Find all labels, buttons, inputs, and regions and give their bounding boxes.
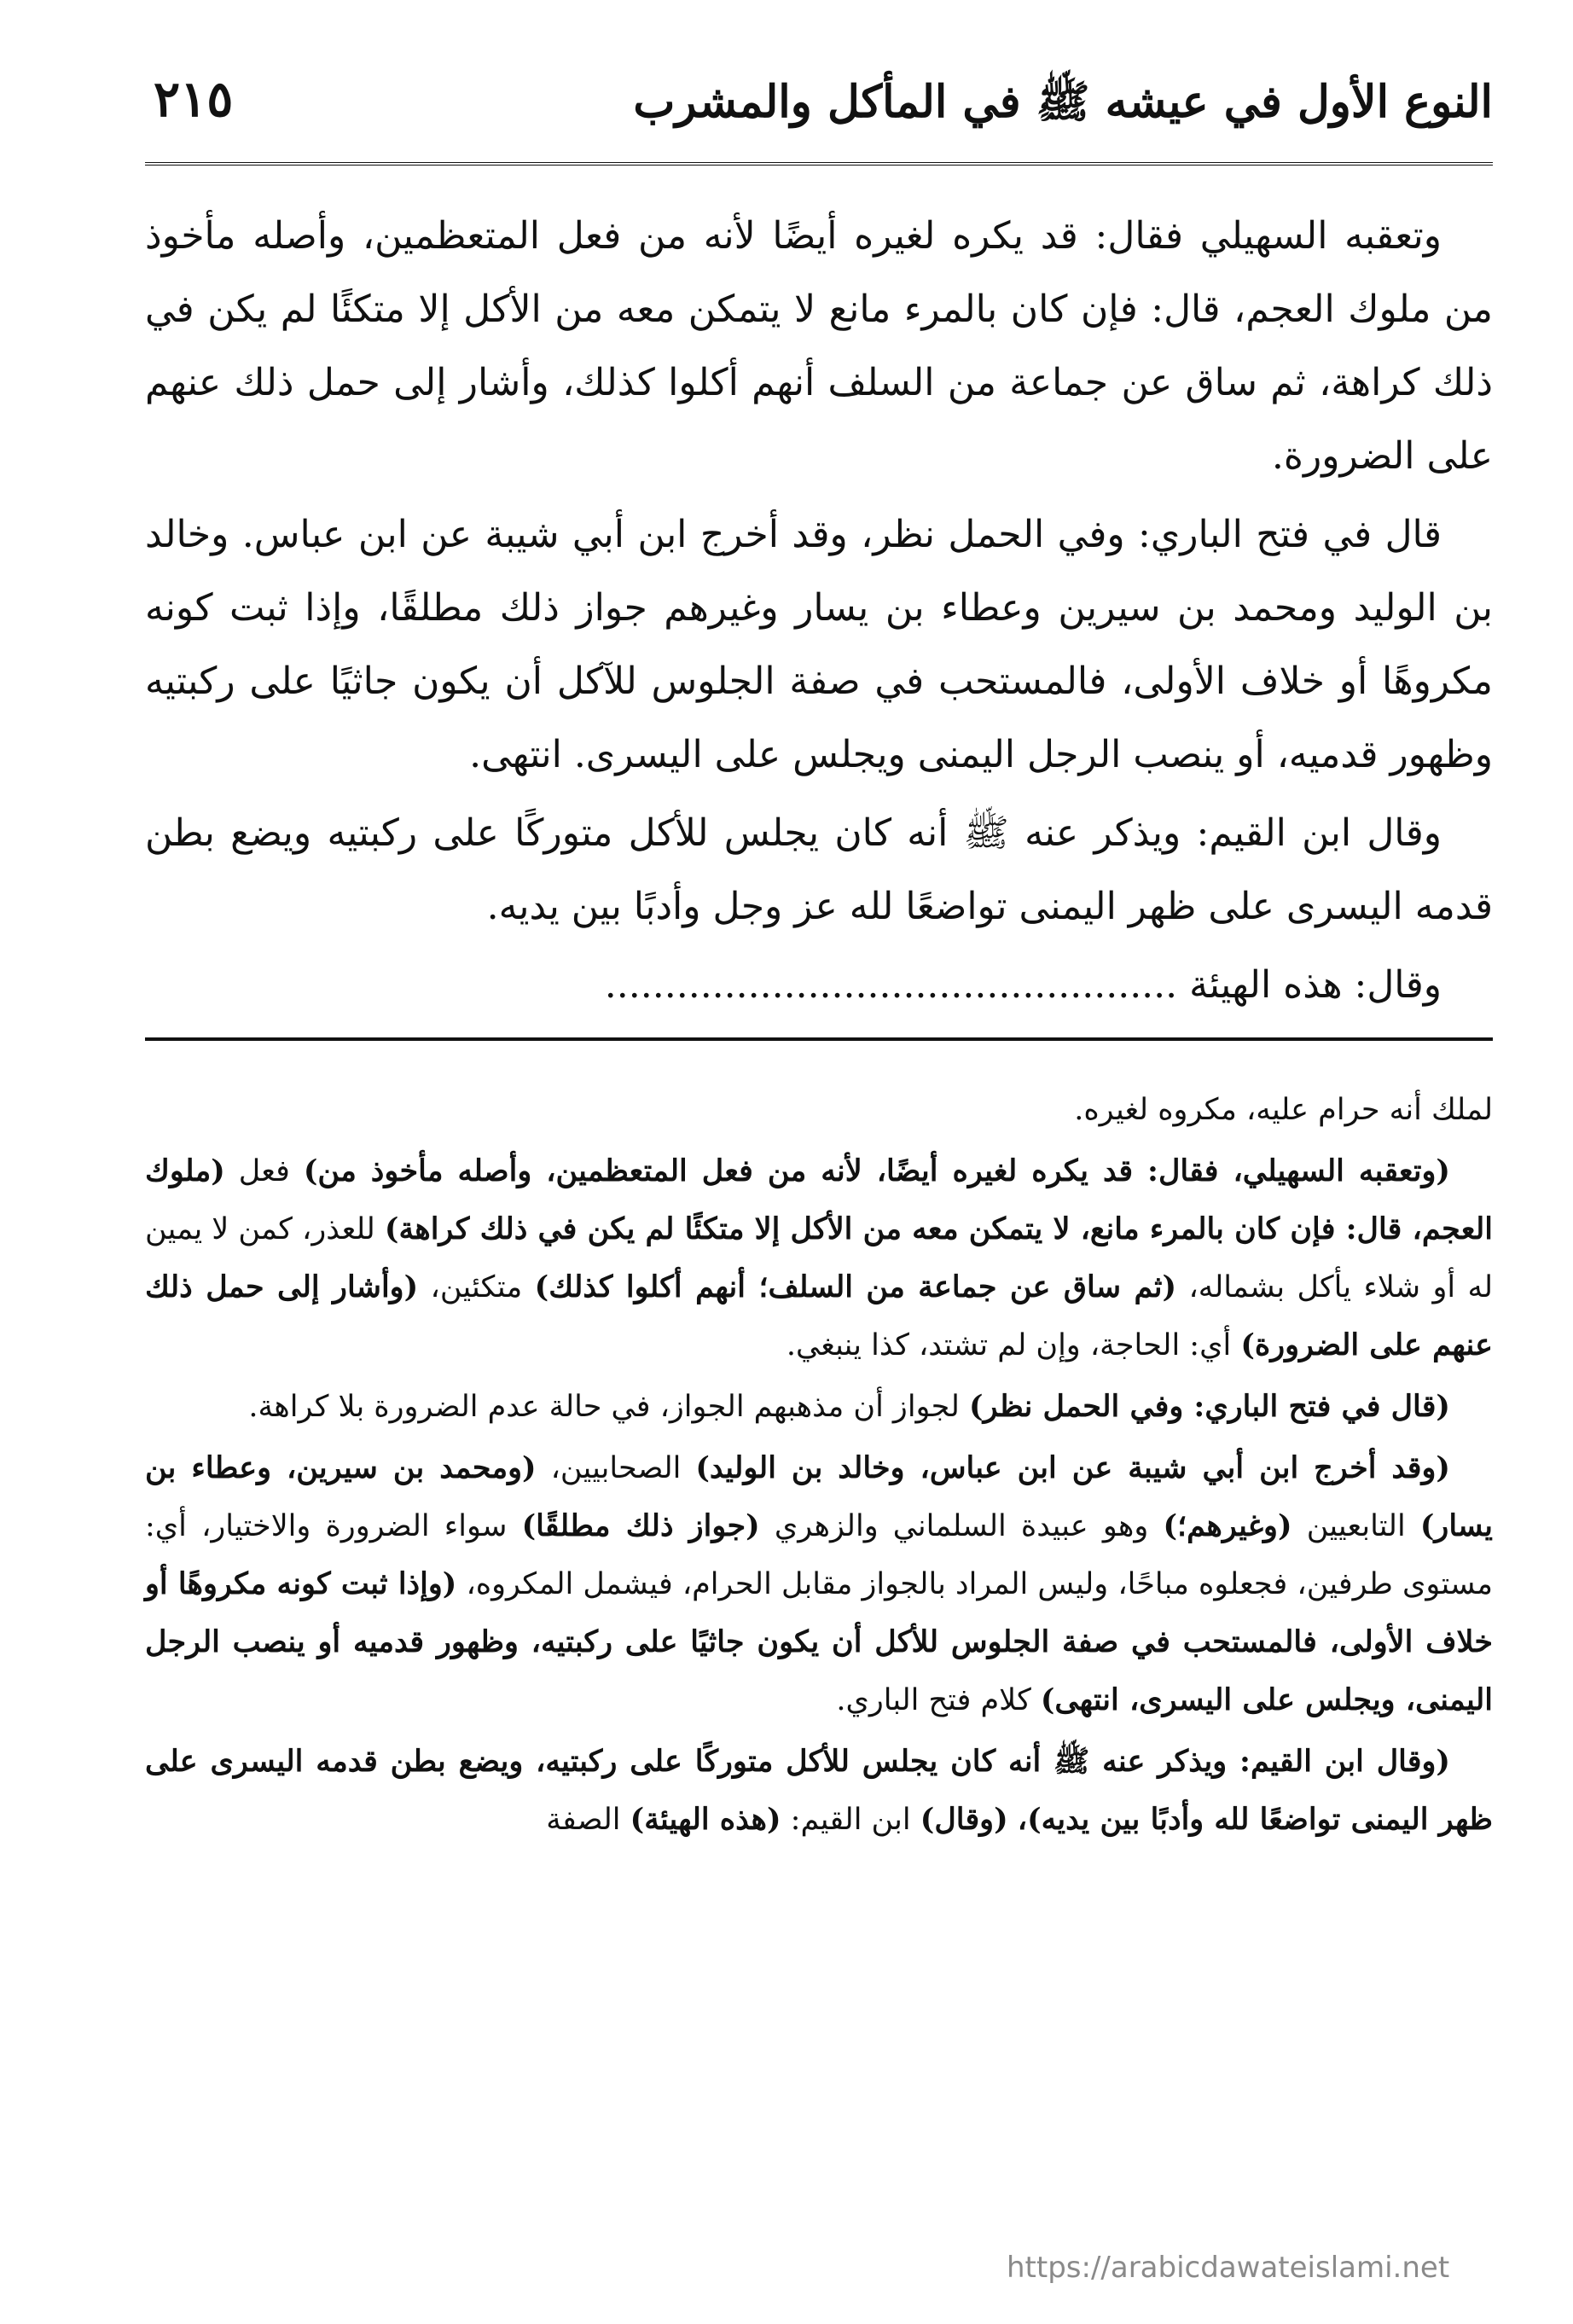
- running-header: [145, 60, 1493, 166]
- quoted-matn: (وغيرهم؛): [1163, 1508, 1292, 1543]
- quoted-matn: (جواز ذلك مطلقًا): [521, 1508, 760, 1543]
- chapter-title: النوع الأول في عيشه ﷺ في المأكل والمشرب: [633, 76, 1493, 128]
- main-paragraph-3: وقال ابن القيم: ويذكر عنه ﷺ أنه كان يجلس للأكل متوركًا على ركبتيه ويضع بطن قدمه اليسرى على ظهر اليمنى تواضعًا لله عز وجل وأدبًا بين يديه.: [145, 811, 1493, 928]
- commentary-text-segment: وهو عبيدة السلماني والزهري: [774, 1509, 1149, 1543]
- commentary-text-segment: كلام فتح الباري.: [836, 1683, 1031, 1717]
- quoted-matn: (وأشار إلى حمل ذلك عنهم على الضرورة): [145, 1269, 1493, 1362]
- quoted-matn: (وإذا ثبت كونه مكروهًا أو خلاف الأولى، فالمستحب في صفة الجلوس للأكل أن يكون جاثيًا على ركبتيه، وظهور قدميه أو ينصب الرجل اليمنى، ويجلس على اليسرى، انتهى): [145, 1566, 1493, 1717]
- book-page: [145, 60, 1493, 2244]
- commentary-paragraph-1: [145, 1082, 1493, 1139]
- commentary-text-segment: الصفة: [546, 1803, 621, 1837]
- quoted-matn: (وتعقبه السهيلي، فقال: قد يكره لغيره أيضًا، لأنه من فعل المتعظمين، وأصله مأخوذ من): [303, 1153, 1450, 1188]
- main-paragraph-4: وقال: هذه الهيئة ................................................: [604, 963, 1442, 1007]
- commentary-text-segment: الصحابيين،: [550, 1451, 682, 1485]
- commentary-text-segment: متكئين،: [430, 1270, 523, 1304]
- main-paragraph-1: وتعقبه السهيلي فقال: قد يكره لغيره أيضًا لأنه من فعل المتعظمين، وأصله مأخوذ من ملوك العجم، قال: فإن كان بالمرء مانع لا يتمكن معه من الأكل إلا متكئًا لم يكن في ذلك كراهة، ثم ساق عن جماعة من السلف أنهم أكلوا كذلك، وأشار إلى حمل ذلك عنهم على الضرورة.: [145, 214, 1493, 478]
- quoted-matn: (ومحمد بن سيرين، وعطاء بن يسار): [145, 1450, 1493, 1543]
- quoted-matn: (ملوك العجم، قال: فإن كان بالمرء مانع، لا يتمكن معه من الأكل إلا متكئًا لم يكن في ذلك كراهة): [145, 1153, 1493, 1246]
- commentary-text-segment: سواء الضرورة والاختيار، أي: مستوى طرفين، فجعلوه مباحًا، وليس المراد بالجواز مقابل الحرام، فيشمل المكروه،: [145, 1509, 1493, 1601]
- quoted-matn: (هذه الهيئة): [630, 1802, 781, 1837]
- quoted-matn: (وقال): [920, 1802, 1008, 1837]
- commentary-text: [145, 1082, 1493, 1849]
- commentary-paragraph-4: [145, 1439, 1493, 1729]
- commentary-paragraph-3: [145, 1378, 1493, 1436]
- commentary-paragraph-5: [145, 1733, 1493, 1849]
- commentary-text-segment: أي: الحاجة، وإن لم تشتد، كذا ينبغي.: [786, 1328, 1232, 1362]
- quoted-matn: (وقد أخرج ابن أبي شيبة عن ابن عباس، وخالد بن الوليد): [695, 1450, 1450, 1485]
- commentary-paragraph-2: [145, 1142, 1493, 1374]
- quoted-matn: (ثم ساق عن جماعة من السلف؛ أنهم أكلوا كذلك): [534, 1269, 1177, 1304]
- main-paragraph-2: قال في فتح الباري: وفي الحمل نظر، وقد أخرج ابن أبي شيبة عن ابن عباس. وخالد بن الوليد ومحمد بن سيرين وعطاء بن يسار وغيرهم جواز ذلك مطلقًا، وإذا ثبت كونه مكروهًا أو خلاف الأولى، فالمستحب في صفة الجلوس للآكل أن يكون جاثيًا على ركبتيه وظهور قدميه، أو ينصب الرجل اليمنى ويجلس على اليسرى. انتهى.: [145, 513, 1493, 776]
- watermark-url: https://arabicdawateislami.net: [1007, 2251, 1450, 2285]
- commentary-text-segment: لجواز أن مذهبهم الجواز، في حالة عدم الضرورة بلا كراهة.: [248, 1390, 960, 1424]
- commentary-text-segment: للعذر، كمن لا يمين له أو شلاء يأكل بشماله،: [145, 1212, 1493, 1304]
- page-number: ٢١٥: [154, 70, 234, 128]
- footnote-divider: [145, 1037, 1493, 1041]
- commentary-text-segment: لملك أنه حرام عليه، مكروه لغيره.: [1074, 1093, 1493, 1127]
- commentary-text-segment: فعل: [238, 1154, 290, 1188]
- main-text: [145, 200, 1493, 1022]
- quoted-matn: (وقال ابن القيم: ويذكر عنه ﷺ أنه كان يجلس للأكل متوركًا على ركبتيه، ويضع بطن قدمه اليسرى على ظهر اليمنى تواضعًا لله وأدبًا بين يديه)،: [145, 1744, 1493, 1837]
- commentary-text-segment: ابن القيم:: [790, 1803, 911, 1837]
- quoted-matn: (قال في فتح الباري: وفي الحمل نظر): [969, 1389, 1450, 1424]
- commentary-text-segment: التابعيين: [1306, 1509, 1406, 1543]
